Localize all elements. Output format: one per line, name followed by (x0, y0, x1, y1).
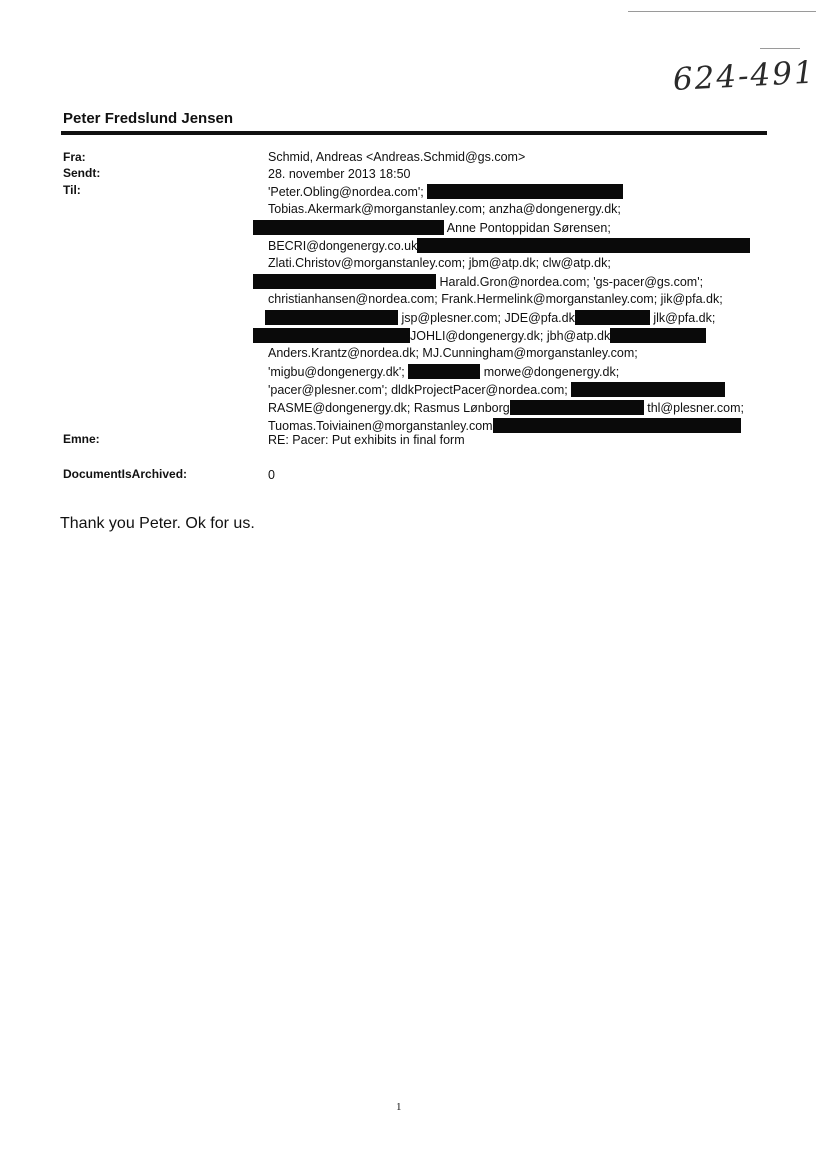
recipient-text: JOHLI@dongenergy.dk; jbh@atp.dk (410, 329, 611, 343)
scan-artifact-line (760, 48, 800, 49)
recipient-text: 'pacer@plesner.com'; dldkProjectPacer@nordea.com; (268, 383, 568, 397)
recipient-line (268, 184, 623, 199)
from-value: Schmid, Andreas <Andreas.Schmid@gs.com> (268, 150, 526, 164)
redaction-bar (408, 364, 480, 379)
redaction-bar (575, 310, 650, 325)
recipient-line (268, 400, 744, 415)
to-label: Til: (63, 183, 81, 197)
redaction-bar (510, 400, 644, 415)
redaction-bar (417, 238, 750, 253)
recipient-line (253, 274, 703, 289)
recipient-text: RASME@dongenergy.dk; Rasmus Lønborg (268, 401, 510, 415)
handwritten-reference-number: 624-491 (672, 54, 817, 98)
message-body: Thank you Peter. Ok for us. (60, 515, 255, 532)
recipient-line (265, 310, 715, 325)
subject-label: Emne: (63, 432, 100, 446)
recipient-text: 'migbu@dongenergy.dk'; (268, 365, 405, 379)
recipient-line (268, 418, 741, 433)
recipient-text: jlk@pfa.dk; (653, 311, 716, 325)
recipient-line (253, 328, 706, 343)
mailbox-owner-name: Peter Fredslund Jensen (63, 110, 234, 127)
recipient-text: Anne Pontoppidan Sørensen; (446, 221, 611, 235)
recipient-line (253, 220, 611, 235)
recipient-text: jsp@plesner.com; JDE@pfa.dk (401, 311, 575, 325)
recipient-line (268, 238, 750, 253)
recipient-line (268, 292, 723, 306)
recipient-text: thl@plesner.com; (647, 401, 744, 415)
redaction-bar (493, 418, 741, 433)
redaction-bar (253, 220, 444, 235)
redaction-bar (253, 274, 436, 289)
recipient-line (268, 256, 611, 270)
archived-label: DocumentIsArchived: (63, 467, 188, 481)
scan-artifact-line (628, 11, 816, 12)
sent-label: Sendt: (63, 166, 101, 180)
redaction-bar (571, 382, 725, 397)
redaction-bar (253, 328, 410, 343)
recipient-text: 'Peter.Obling@nordea.com'; (268, 185, 424, 199)
from-label: Fra: (63, 150, 86, 164)
recipient-text: Tobias.Akermark@morganstanley.com; anzha@dongenergy.dk; (268, 202, 621, 216)
sent-value: 28. november 2013 18:50 (268, 167, 411, 181)
recipient-text: morwe@dongenergy.dk; (483, 365, 620, 379)
recipient-line (268, 202, 621, 216)
page-number: 1 (396, 1101, 402, 1113)
recipient-text: BECRI@dongenergy.co.uk (268, 239, 418, 253)
archived-value: 0 (268, 468, 275, 482)
recipient-text: Tuomas.Toiviainen@morganstanley.com (268, 419, 493, 433)
redaction-bar (610, 328, 706, 343)
recipient-line (268, 382, 725, 397)
recipient-line (268, 364, 619, 379)
recipient-text: Zlati.Christov@morganstanley.com; jbm@atp.dk; clw@atp.dk; (268, 256, 611, 270)
recipient-line (268, 346, 638, 360)
recipient-text: Anders.Krantz@nordea.dk; MJ.Cunningham@morganstanley.com; (268, 346, 638, 360)
header-divider (61, 131, 767, 135)
redaction-bar (427, 184, 623, 199)
recipient-text: Harald.Gron@nordea.com; 'gs-pacer@gs.com'; (439, 275, 704, 289)
subject-value: RE: Pacer: Put exhibits in final form (268, 433, 465, 447)
redaction-bar (265, 310, 398, 325)
recipient-text: christianhansen@nordea.com; Frank.Hermelink@morganstanley.com; jik@pfa.dk; (268, 292, 723, 306)
